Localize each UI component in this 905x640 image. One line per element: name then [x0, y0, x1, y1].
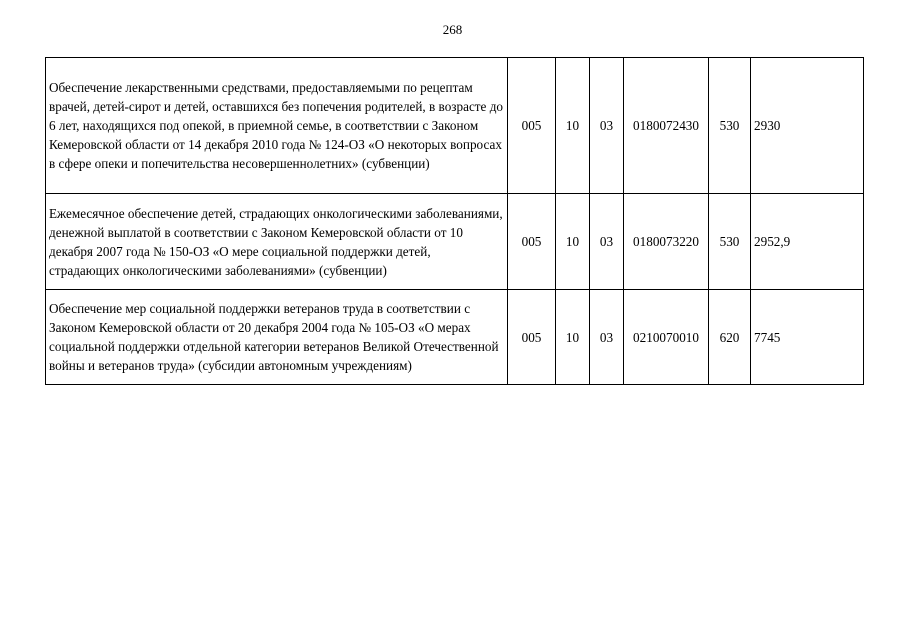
target-article-code: 0180072430 [624, 58, 709, 194]
target-article-code: 0180073220 [624, 194, 709, 290]
section-code: 10 [556, 194, 590, 290]
expense-type-code: 530 [709, 194, 751, 290]
subsection-code: 03 [590, 194, 624, 290]
amount: 2930 [751, 58, 864, 194]
section-code: 10 [556, 290, 590, 385]
page-number: 268 [442, 22, 463, 37]
ministry-code: 005 [508, 290, 556, 385]
table-row [46, 194, 864, 290]
table-row [46, 58, 864, 194]
target-article-code: 0210070010 [624, 290, 709, 385]
ministry-code: 005 [508, 58, 556, 194]
expense-type-code: 530 [709, 58, 751, 194]
subsection-code: 03 [590, 58, 624, 194]
row-description: Обеспечение лекарственными средствами, предоставляемыми по рецептам врачей, детей-сирот и детей, оставшихся без попечения родителей, в возрасте до 6 лет, находящихся под опекой, в приемной семье, в соответствии с Законом Кемеровской области от 14 декабря 2010 года № 124-ОЗ «О некоторых вопросах в сфере опеки и попечительства несовершеннолетних» (субвенции) [46, 58, 508, 194]
ministry-code: 005 [508, 194, 556, 290]
row-description: Ежемесячное обеспечение детей, страдающих онкологическими заболеваниями, денежной выплатой в соответствии с Законом Кемеровской области от 10 декабря 2007 года № 150-ОЗ «О мере социальной поддержки детей, страдающих онкологическими заболеваниями» (субвенции) [46, 194, 508, 290]
row-description: Обеспечение мер социальной поддержки ветеранов труда в соответствии с Законом Кемеровской области от 20 декабря 2004 года № 105-ОЗ «О мерах социальной поддержки отдельной категории ветеранов Великой Отечественной войны и ветеранов труда» (субсидии автономным учреждениям) [46, 290, 508, 385]
budget-table [45, 57, 864, 385]
amount: 2952,9 [751, 194, 864, 290]
section-code: 10 [556, 58, 590, 194]
amount: 7745 [751, 290, 864, 385]
table-row [46, 290, 864, 385]
subsection-code: 03 [590, 290, 624, 385]
expense-type-code: 620 [709, 290, 751, 385]
